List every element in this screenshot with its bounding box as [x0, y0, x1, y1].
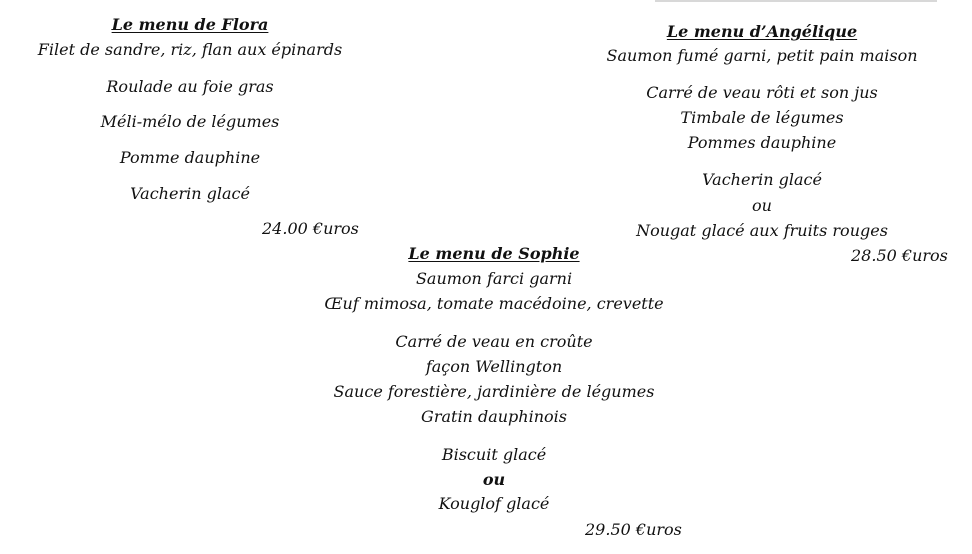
menu-sophie-item: façon Wellington: [425, 357, 563, 376]
menu-sophie-or: ou: [482, 470, 506, 489]
menu-sophie-item: Biscuit glacé: [441, 445, 547, 464]
menu-flora-title: Le menu de Flora: [111, 15, 269, 34]
menu-angelique-or: ou: [752, 196, 772, 215]
menu-sophie-title: Le menu de Sophie: [408, 244, 580, 263]
menu-sophie-item: Sauce forestière, jardinière de légumes: [333, 382, 655, 401]
menu-flora-item: Pomme dauphine: [119, 148, 261, 167]
menu-angelique-item: Pommes dauphine: [687, 133, 837, 152]
menu-sophie-item: Carré de veau en croûte: [395, 332, 593, 351]
menu-sophie-item: Kouglof glacé: [438, 494, 550, 513]
menu-flora-price: 24.00 €uros: [262, 219, 359, 238]
menu-angelique-item: Saumon fumé garni, petit pain maison: [606, 46, 918, 65]
menu-angelique-title: Le menu d’Angélique: [666, 22, 858, 41]
menu-angelique-price: 28.50 €uros: [851, 246, 948, 265]
menu-angelique-item: Carré de veau rôti et son jus: [646, 83, 878, 102]
menu-angelique-item: Nougat glacé aux fruits rouges: [636, 221, 888, 240]
menu-flora-item: Roulade au foie gras: [106, 77, 274, 96]
menu-flora-item: Filet de sandre, riz, flan aux épinards: [37, 40, 343, 59]
menu-angelique-item: Vacherin glacé: [702, 170, 822, 189]
menu-flora-item: Vacherin glacé: [130, 184, 250, 203]
menu-sophie-item: Œuf mimosa, tomate macédoine, crevette: [324, 294, 664, 313]
menu-sophie-item: Gratin dauphinois: [421, 407, 567, 426]
menu-angelique-item: Timbale de légumes: [680, 108, 844, 127]
top-rule: [655, 0, 937, 2]
menu-sophie-item: Saumon farci garni: [415, 269, 573, 288]
menu-flora-item: Méli-mélo de légumes: [100, 112, 280, 131]
menu-sophie-price: 29.50 €uros: [585, 520, 682, 539]
